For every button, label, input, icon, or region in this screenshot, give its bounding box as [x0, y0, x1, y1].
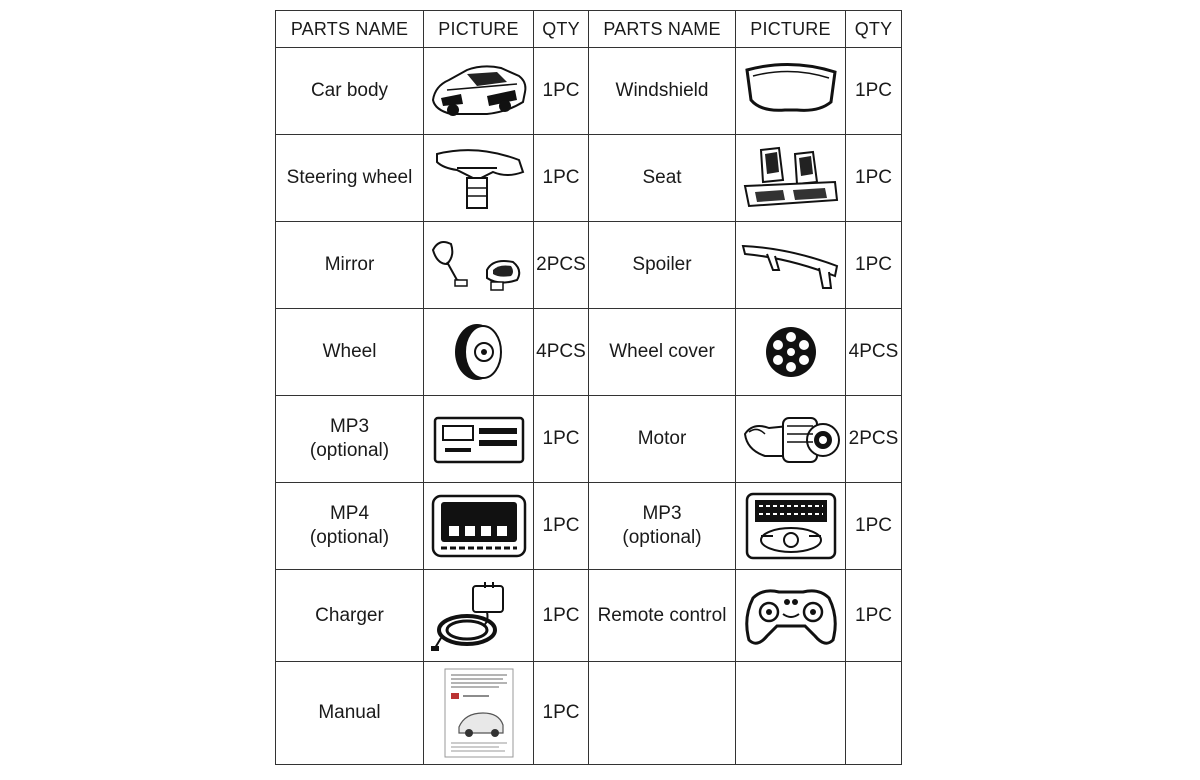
part-qty: 1PC	[534, 396, 589, 483]
part-qty: 2PCS	[534, 222, 589, 309]
part-picture	[424, 48, 534, 135]
part-qty: 1PC	[534, 135, 589, 222]
part-name: Charger	[276, 570, 424, 662]
part-qty: 2PCS	[846, 396, 902, 483]
part-name: Wheel	[276, 309, 424, 396]
part-name: MP3 (optional)	[276, 396, 424, 483]
part-name: MP3 (optional)	[589, 483, 736, 570]
part-qty: 1PC	[534, 662, 589, 765]
parts-table	[275, 10, 902, 765]
mp4-player-icon	[427, 490, 531, 562]
seat-icon	[739, 142, 843, 214]
car-body-icon	[427, 56, 531, 126]
table-row	[276, 570, 902, 662]
part-qty: 1PC	[534, 570, 589, 662]
header-parts-name: PARTS NAME	[589, 11, 736, 48]
table-row	[276, 222, 902, 309]
mp3-player-icon	[427, 404, 531, 474]
parts-list-sheet	[275, 10, 902, 765]
table-row	[276, 48, 902, 135]
part-name: Spoiler	[589, 222, 736, 309]
part-picture	[736, 135, 846, 222]
part-picture	[424, 309, 534, 396]
header-row	[276, 11, 902, 48]
part-picture	[736, 222, 846, 309]
part-name: Motor	[589, 396, 736, 483]
part-picture	[736, 309, 846, 396]
table-row	[276, 483, 902, 570]
header-parts-name: PARTS NAME	[276, 11, 424, 48]
part-picture	[424, 222, 534, 309]
part-picture	[424, 135, 534, 222]
part-qty: 4PCS	[534, 309, 589, 396]
part-qty: 4PCS	[846, 309, 902, 396]
wheel-cover-icon	[739, 317, 843, 387]
part-qty: 1PC	[846, 483, 902, 570]
part-picture	[736, 570, 846, 662]
table-row	[276, 396, 902, 483]
motor-icon	[739, 404, 843, 474]
part-picture	[424, 396, 534, 483]
part-qty: 1PC	[534, 48, 589, 135]
part-qty: 1PC	[846, 48, 902, 135]
table-row	[276, 662, 902, 765]
part-picture	[424, 570, 534, 662]
spoiler-icon	[739, 230, 843, 300]
wheel-icon	[427, 317, 531, 387]
part-name: Windshield	[589, 48, 736, 135]
part-picture	[736, 396, 846, 483]
part-qty: 1PC	[534, 483, 589, 570]
header-picture: PICTURE	[424, 11, 534, 48]
part-name: Wheel cover	[589, 309, 736, 396]
part-name: Seat	[589, 135, 736, 222]
part-qty	[846, 662, 902, 765]
part-picture	[424, 483, 534, 570]
mp3-dashboard-icon	[739, 490, 843, 562]
part-qty: 1PC	[846, 570, 902, 662]
part-name: Manual	[276, 662, 424, 765]
header-qty: QTY	[534, 11, 589, 48]
part-name: Remote control	[589, 570, 736, 662]
windshield-icon	[739, 56, 843, 126]
part-name: Mirror	[276, 222, 424, 309]
table-row	[276, 135, 902, 222]
remote-control-icon	[739, 578, 843, 654]
part-name	[589, 662, 736, 765]
part-picture	[736, 662, 846, 765]
steering-wheel-icon	[427, 142, 531, 214]
charger-icon	[427, 578, 531, 654]
part-picture	[736, 483, 846, 570]
header-picture: PICTURE	[736, 11, 846, 48]
part-picture	[736, 48, 846, 135]
part-name: Steering wheel	[276, 135, 424, 222]
part-name: MP4 (optional)	[276, 483, 424, 570]
table-row	[276, 309, 902, 396]
part-name: Car body	[276, 48, 424, 135]
manual-icon	[439, 667, 519, 759]
mirror-icon	[427, 230, 531, 300]
header-qty: QTY	[846, 11, 902, 48]
part-picture	[424, 662, 534, 765]
part-qty: 1PC	[846, 222, 902, 309]
part-qty: 1PC	[846, 135, 902, 222]
